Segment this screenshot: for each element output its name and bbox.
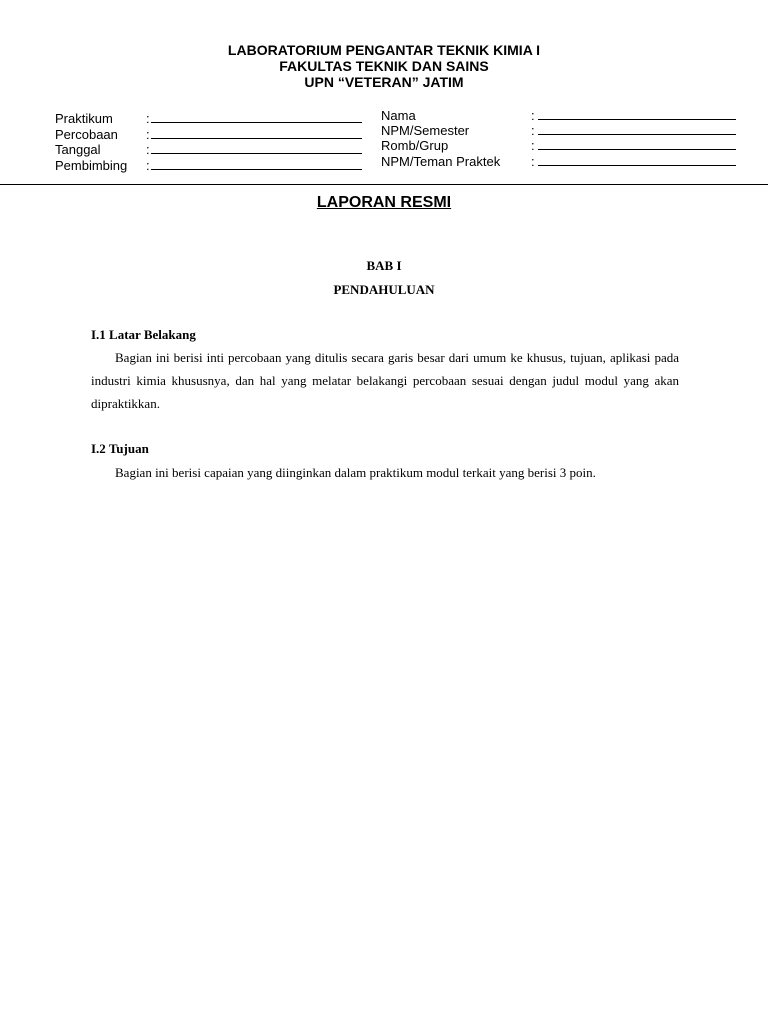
- document-header: [0, 42, 768, 90]
- header-faculty: FAKULTAS TEKNIK DAN SAINS: [279, 58, 489, 74]
- section-heading-tujuan: I.2 Tujuan: [91, 441, 149, 456]
- field-label: Nama: [381, 108, 416, 123]
- field-label: Percobaan: [55, 126, 118, 142]
- field-colon: :: [531, 123, 535, 139]
- field-colon: :: [146, 157, 150, 173]
- section-body-tujuan: Bagian ini berisi capaian yang diinginkan dalam praktikum modul terkait yang berisi 3 poin.: [115, 465, 596, 480]
- section-body-latar-belakang: Bagian ini berisi inti percobaan yang ditulis secara garis besar dari umum ke khusus, tujuan, aplikasi pada industri kimia khususnya, dan hal yang melatar belakangi percobaan sesuai dengan judul modul yang akan dipraktikkan.: [91, 350, 679, 411]
- field-colon: :: [531, 108, 535, 123]
- chapter-name: PENDAHULUAN: [333, 282, 435, 297]
- field-colon: :: [146, 142, 150, 157]
- header-lab-name: LABORATORIUM PENGANTAR TEKNIK KIMIA I: [227, 42, 541, 58]
- field-label: NPM/Semester: [381, 123, 470, 139]
- field-label: Pembimbing: [55, 157, 128, 173]
- field-colon: :: [531, 153, 535, 169]
- header-university: UPN “VETERAN” JATIM: [304, 74, 464, 90]
- report-title: [0, 194, 768, 212]
- header-divider: [0, 184, 768, 185]
- field-colon: :: [146, 126, 150, 142]
- report-title-text: LAPORAN RESMI: [316, 194, 452, 211]
- field-colon: :: [531, 138, 535, 154]
- section-heading-latar-belakang: I.1 Latar Belakang: [91, 327, 196, 342]
- fill-line: [538, 119, 736, 120]
- fill-line: [151, 169, 362, 170]
- field-label: Tanggal: [55, 142, 101, 157]
- chapter-number: BAB I: [366, 258, 402, 273]
- field-colon: :: [146, 111, 150, 126]
- fill-line: [151, 153, 362, 154]
- fill-line: [538, 149, 736, 150]
- field-label: NPM/Teman Praktek: [381, 153, 501, 169]
- field-label: Praktikum: [55, 111, 113, 126]
- fill-line: [538, 165, 736, 166]
- fill-line: [151, 122, 362, 123]
- field-label: Romb/Grup: [381, 138, 449, 154]
- fill-line: [151, 138, 362, 139]
- fill-line: [538, 134, 736, 135]
